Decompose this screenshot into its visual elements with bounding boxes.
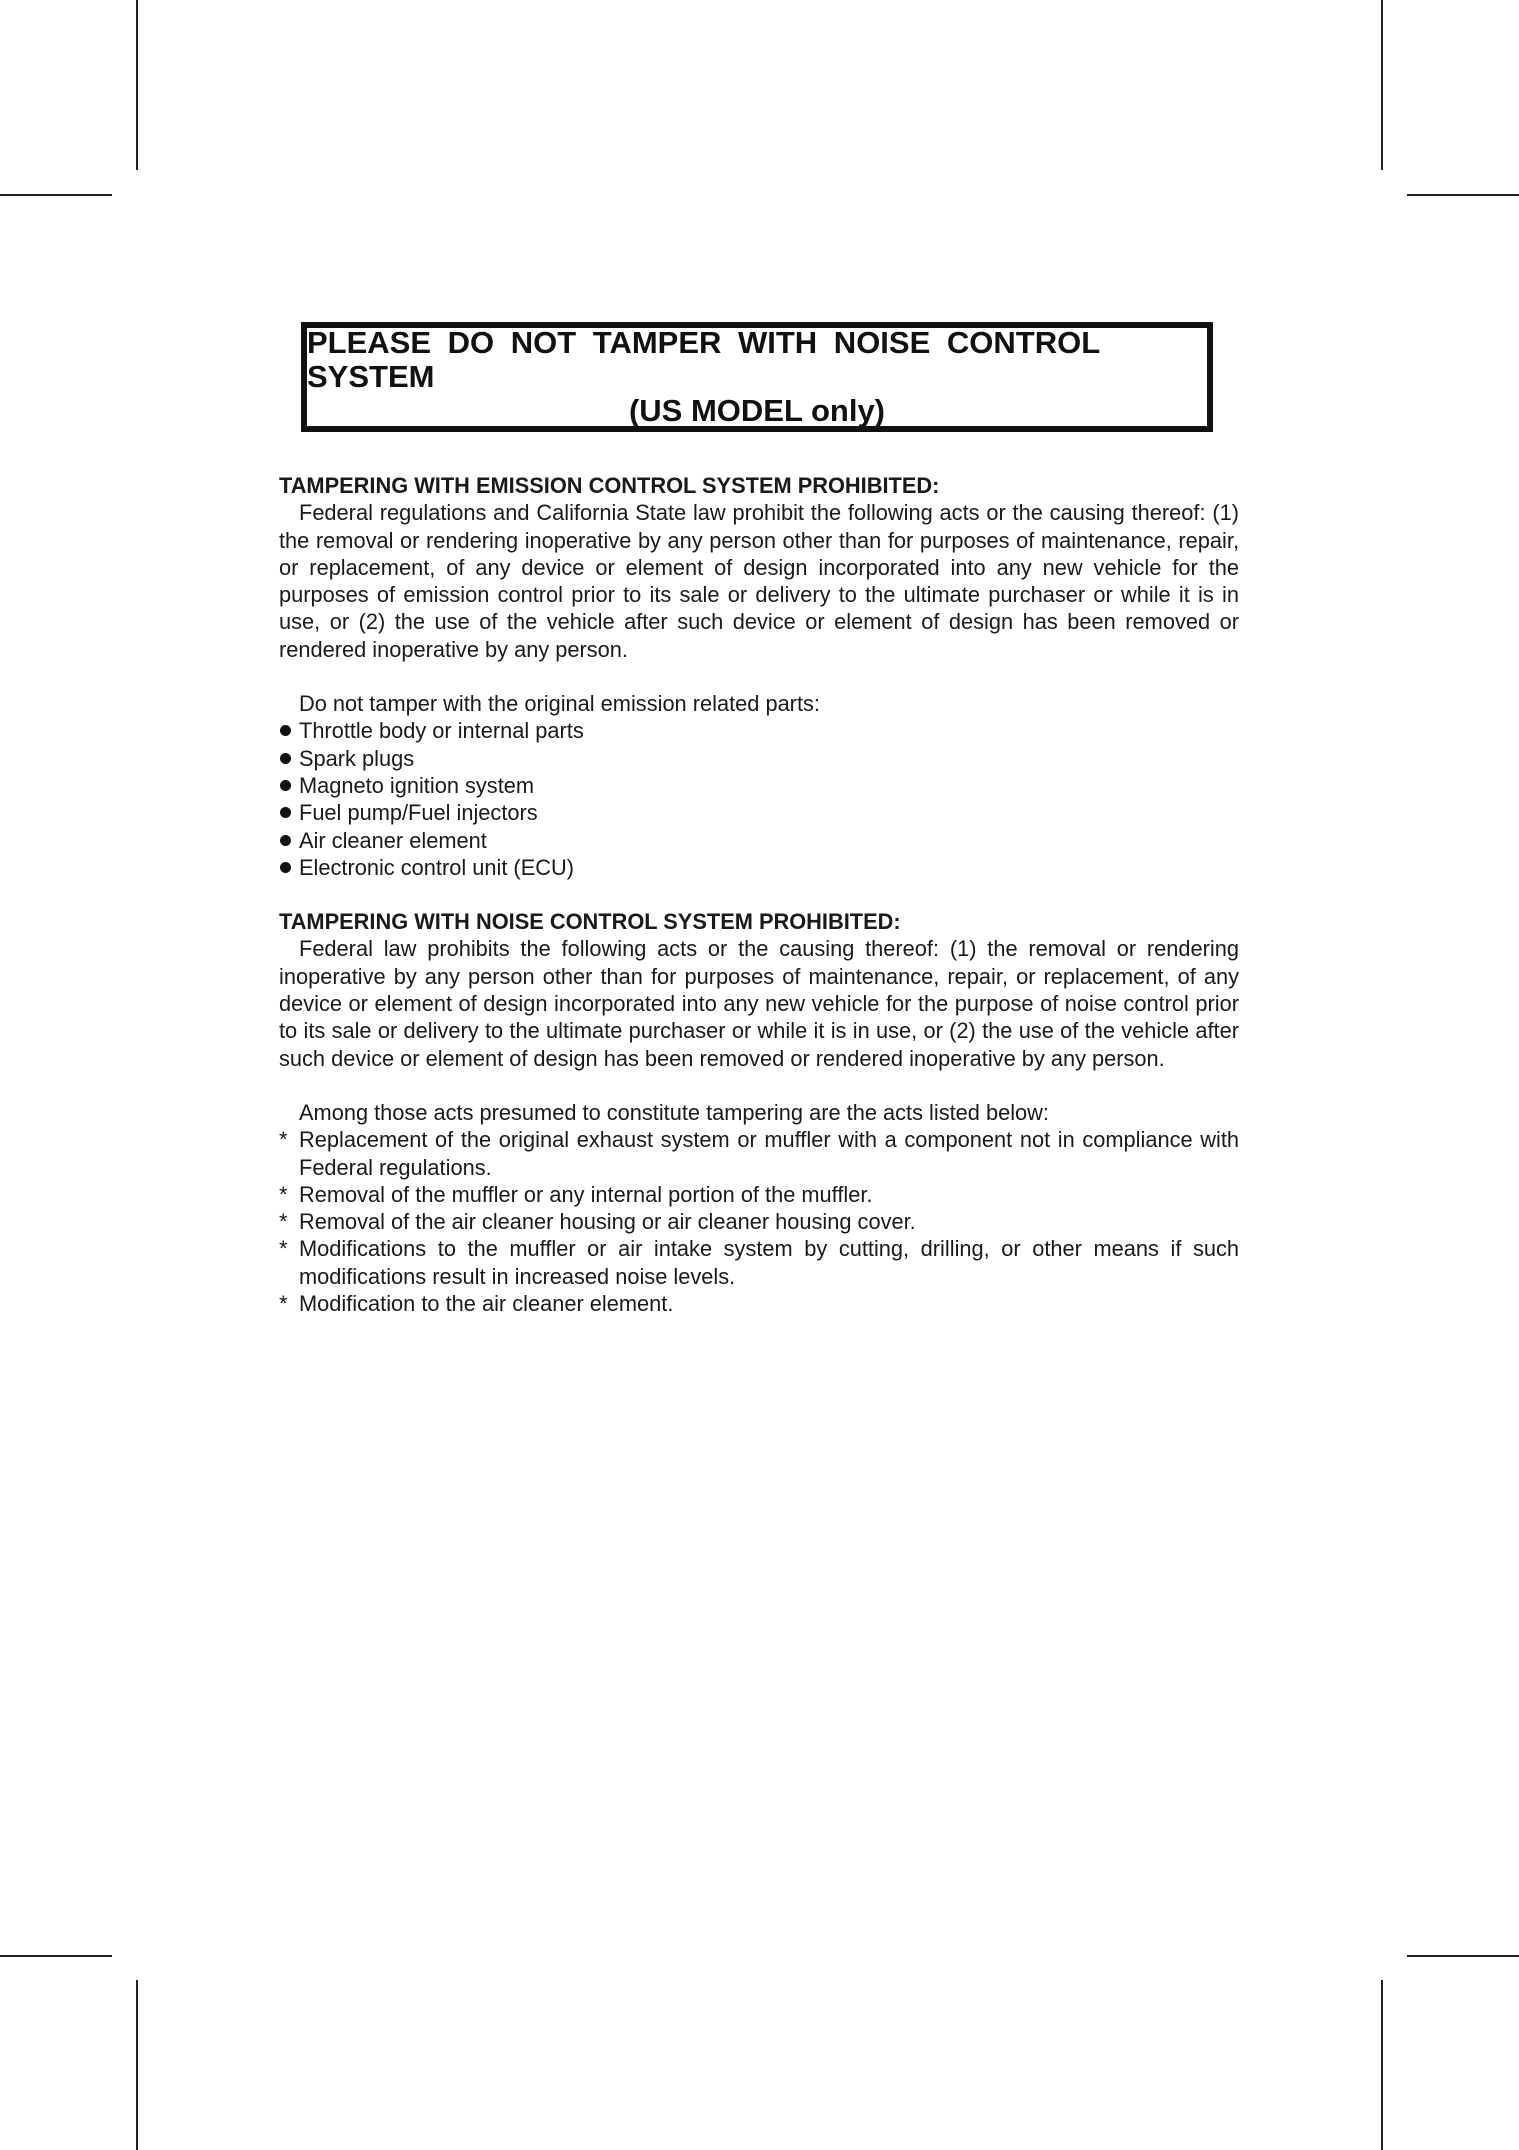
document-body xyxy=(279,472,1239,1317)
list-item: * Modifications to the muffler or air intake system by cutting, drilling, or other means if such modifications result in increased noise levels. xyxy=(279,1236,1239,1289)
noise-section xyxy=(279,908,1239,1317)
bullet-icon xyxy=(280,753,291,764)
crop-mark-bottom-left-horizontal xyxy=(0,1955,112,1957)
bullet-icon xyxy=(280,807,291,818)
banner-subtitle: (US MODEL only) xyxy=(628,393,886,428)
list-item: Magneto ignition system xyxy=(279,772,1239,799)
list-item: * Replacement of the original exhaust system or muffler with a component not in compliance with Federal regulations. xyxy=(279,1127,1239,1180)
emission-parts-list xyxy=(279,717,1239,881)
emission-paragraph: Federal regulations and California State law prohibit the following acts or the causing thereof: (1) the removal or rendering inoperative by any person other than for purposes of maintenance, repair, or replacement, of any device or element of design incorporated into any new vehicle for the purposes of emission control prior to its sale or delivery to the ultimate purchaser or while it is in use, or (2) the use of the vehicle after such device or element of design has been removed or rendered inoperative by any person. xyxy=(279,500,1239,662)
asterisk-icon: * xyxy=(279,1127,288,1153)
list-item: Air cleaner element xyxy=(279,827,1239,854)
crop-mark-bottom-right-vertical xyxy=(1381,1980,1383,2150)
list-item: Electronic control unit (ECU) xyxy=(279,854,1239,881)
list-item: Spark plugs xyxy=(279,745,1239,772)
noise-acts-intro: Among those acts presumed to constitute tampering are the acts listed below: xyxy=(299,1099,1049,1125)
noise-paragraph: Federal law prohibits the following acts or the causing thereof: (1) the removal or rendering inoperative by any person other than for purposes of maintenance, repair, or replacement, of any device or element of design incorporated into any new vehicle for the purpose of noise control prior to its sale or delivery to the ultimate purchaser or while it is in use, or (2) the use of the vehicle after such device or element of design has been removed or rendered inoperative by any person. xyxy=(279,936,1239,1071)
emission-parts-intro: Do not tamper with the original emission related parts: xyxy=(299,691,820,717)
crop-mark-top-right-vertical xyxy=(1381,0,1383,170)
emission-heading: TAMPERING WITH EMISSION CONTROL SYSTEM PROHIBITED: xyxy=(279,473,940,498)
list-item: * Modification to the air cleaner element. xyxy=(279,1291,674,1317)
list-item: Throttle body or internal parts xyxy=(279,717,1239,744)
bullet-icon xyxy=(280,835,291,846)
noise-heading: TAMPERING WITH NOISE CONTROL SYSTEM PROHIBITED: xyxy=(279,909,901,935)
asterisk-icon: * xyxy=(279,1209,288,1235)
crop-mark-top-left-horizontal xyxy=(0,194,112,196)
crop-mark-top-right-horizontal xyxy=(1407,194,1519,196)
noise-acts-list xyxy=(279,1126,1239,1317)
bullet-icon xyxy=(280,862,291,873)
asterisk-icon: * xyxy=(279,1181,288,1207)
list-item: * Removal of the air cleaner housing or air cleaner housing cover. xyxy=(279,1209,916,1235)
bullet-icon xyxy=(280,725,291,736)
bullet-icon xyxy=(280,780,291,791)
crop-mark-bottom-left-vertical xyxy=(136,1980,138,2150)
asterisk-icon: * xyxy=(279,1236,288,1262)
asterisk-icon: * xyxy=(279,1291,288,1317)
list-item: Fuel pump/Fuel injectors xyxy=(279,799,1239,826)
emission-section xyxy=(279,472,1239,881)
list-item: * Removal of the muffler or any internal portion of the muffler. xyxy=(279,1181,873,1207)
banner-title: PLEASE DO NOT TAMPER WITH NOISE CONTROL SYSTEM xyxy=(307,325,1100,394)
crop-mark-top-left-vertical xyxy=(136,0,138,170)
crop-mark-bottom-right-horizontal xyxy=(1407,1955,1519,1957)
noise-control-banner xyxy=(301,322,1213,432)
